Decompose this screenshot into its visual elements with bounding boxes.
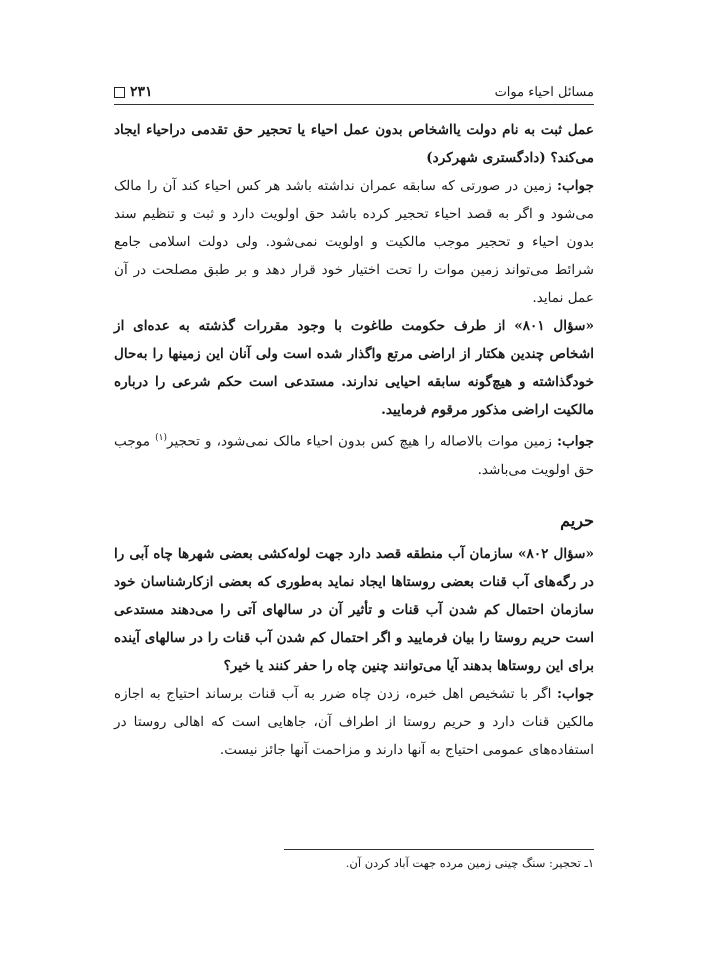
page-body (114, 116, 594, 764)
footnote: ۱ـ تحجیر: سنگ چینی زمین مرده جهت آباد کردن آن. (345, 856, 594, 870)
page-number (114, 84, 153, 100)
answer-label: جواب: (556, 178, 594, 194)
answer-802 (114, 680, 594, 764)
section-heading: حریم (560, 510, 594, 530)
question-intro: عمل ثبت به نام دولت یااشخاص بدون عمل احیاء یا تحجیر حق تقدمی دراحیاء ایجاد می‌کند؟ (دادگستری شهرکرد) (114, 122, 594, 166)
question-801 (114, 312, 594, 424)
running-header (114, 76, 594, 105)
answer-label: جواب: (556, 433, 594, 450)
answer-text: زمین در صورتی که سابقه عمران نداشته باشد هر کس احیاء کند آن را مالک می‌شود و اگر به قصد احیاء تحجیر کرده باشد حق اولویت دارد و ثبت و تنظیم سند بدون احیاء و تحجیر موجب مالکیت و اولویت نمی‌شود. ولی دولت اسلامی جامع شرائط می‌تواند زمین موات را تحت اختیار خود قرار دهد و بر طبق مصلحت در آن عمل نماید. (114, 178, 594, 306)
question-802 (114, 540, 594, 680)
answer-text-cont: موجب حق اولویت می‌باشد. (114, 433, 594, 478)
answer-1 (114, 172, 594, 312)
question-number: «سؤال ۸۰۱» (514, 318, 594, 334)
answer-text: زمین موات بالاصاله را هیچ کس بدون احیاء مالک نمی‌شود، و تحجیر (166, 433, 557, 450)
question-number: «سؤال ۸۰۲» (518, 545, 595, 562)
question-text: از طرف حکومت طاغوت با وجود مقررات گذشته به عده‌ای از اشخاص چندین هکتار از اراضی مرتع واگذار شده است ولی آنان این زمینها را به‌حال خودگذاشته و هیچ‌گونه سابقه احیایی ندارند. مستدعی است حکم شرعی را درباره مالکیت اراضی مذکور مرقوم فرمایید. (114, 318, 594, 418)
footnote-ref[interactable]: (۱) (155, 433, 167, 443)
answer-801 (114, 424, 594, 484)
answer-label: جواب: (556, 685, 594, 702)
footnote-divider (284, 849, 594, 850)
answer-text: اگر با تشخیص اهل خبره، زدن چاه ضرر به آب قنات برساند احتیاج به اجازه مالکین قنات دارد و حریم روستا از اطراف آن، جاهایی است که اهالی روستا در استفاده‌های عمومی احتیاج به آنها دارند و مزاحمت آنها جائز نیست. (114, 685, 594, 758)
running-title: مسائل احیاء موات (494, 85, 594, 100)
page-number-text: ۲۳۱ (130, 84, 153, 100)
page-marker-icon (114, 87, 125, 98)
question-text: سازمان آب منطقه قصد دارد جهت لوله‌کشی بعضی شهرها چاه آبی را در رگه‌های آب قنات بعضی روستاها ایجاد نماید به‌طوری که بعضی ازکارشناسان خود سازمان احتمال کم شدن آب قنات و تأثیر آن در سالهای آتی را می‌دهند مستدعی است حریم روستا را بیان فرمایید و اگر احتمال کم شدن آب قنات را در سالهای آینده برای این روستاها بدهند آیا می‌توانند چنین چاه را حفر کنند یا خیر؟ (114, 545, 594, 674)
